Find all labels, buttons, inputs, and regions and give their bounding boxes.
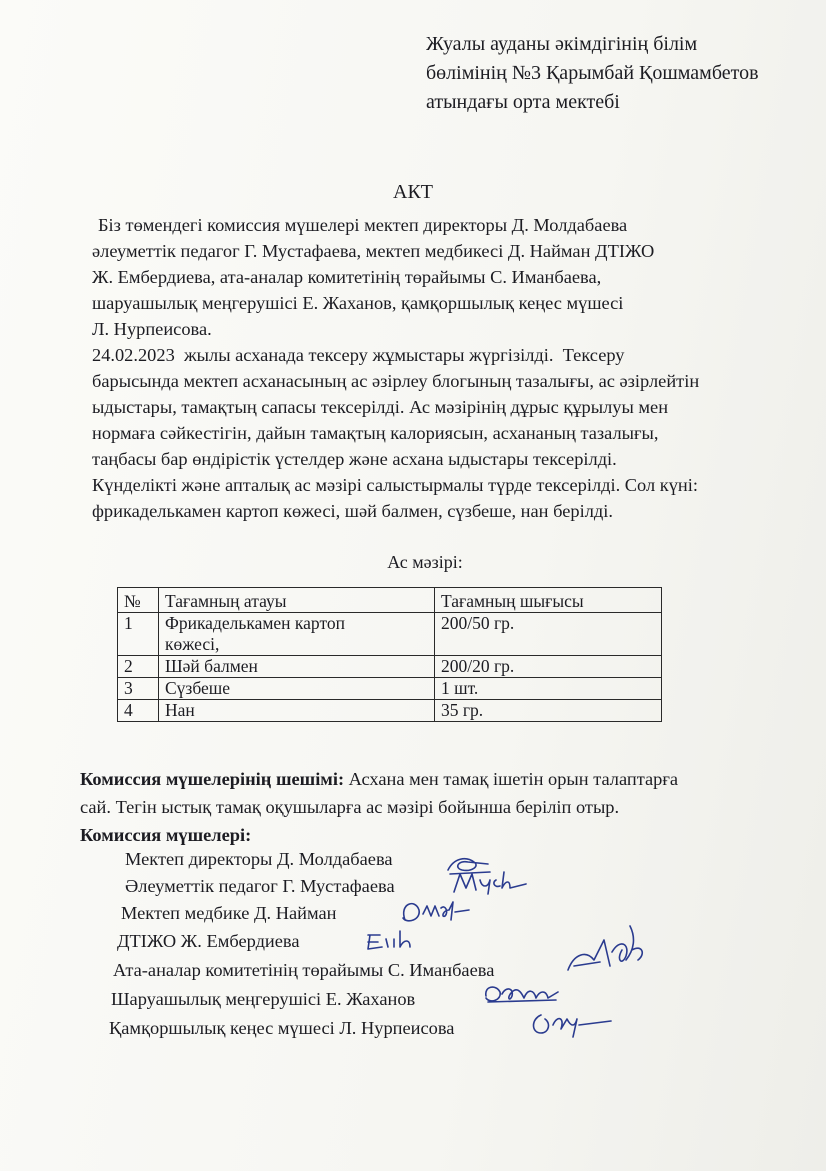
body-line: нормаға сәйкестігін, дайын тамақтың калориясын, асхананың тазалығы, [92, 423, 659, 443]
dish-name-line: көжесі, [165, 634, 220, 654]
member-trustee-council: Қамқоршылық кеңес мүшесі Л. Нурпеисова [109, 1018, 455, 1038]
school-header [426, 30, 816, 117]
body-line: 24.02.2023 жылы асханада тексеру жұмыстары жүргізілді. Тексеру [92, 345, 625, 365]
table-row [118, 678, 662, 700]
body-line: Ж. Ембердиева, ата-аналар комитетінің төрайымы С. Иманбаева, [92, 267, 602, 287]
body-line: барысында мектеп асханасының ас әзірлеу блогының тазалығы, ас әзірлейтін [92, 371, 700, 391]
document-title: АКТ [393, 181, 433, 203]
signature-nurse [395, 894, 475, 928]
body-line: әлеуметтік педагог Г. Мустафаева, мектеп медбикесі Д. Найман ДТІЖО [92, 241, 655, 261]
body-line: Біз төмендегі комиссия мүшелері мектеп директоры Д. Молдабаева [98, 215, 628, 235]
row-number: 4 [118, 700, 159, 722]
table-row [118, 656, 662, 678]
member-social-pedagogue: Әлеуметтік педагог Г. Мустафаева [125, 876, 395, 896]
dish-name: Шәй балмен [159, 656, 435, 678]
body-line: таңбасы бар өндірістік үстелдер және асхана ыдыстары тексерілді. [92, 449, 617, 469]
header-line: бөлімінің №3 Қарымбай Қошмамбетов [426, 62, 759, 84]
member-household-manager: Шаруашылық меңгерушісі Е. Жаханов [111, 989, 416, 1009]
header-line: Жуалы ауданы әкімдігінің білім [426, 33, 698, 55]
dish-name-line: Фрикаделькамен картоп [165, 613, 345, 633]
dish-name [159, 613, 435, 656]
signature-dtizho [360, 925, 420, 955]
table-row [118, 700, 662, 722]
body-line: шаруашылық меңгерушісі Е. Жаханов, қамқоршылық кеңес мүшесі [92, 293, 624, 313]
member-parent-committee-chair: Ата-аналар комитетінің төрайымы С. Иманбаева [113, 960, 495, 980]
decision-label: Комиссия мүшелерінің шешімі: [80, 769, 345, 789]
members-heading: Комиссия мүшелері: [80, 825, 252, 845]
commission-decision [80, 765, 780, 849]
menu-title: Ас мәзірі: [387, 552, 463, 572]
table-row [118, 613, 662, 656]
body-line: ыдыстары, тамақтың сапасы тексерілді. Ас мәзірінің дұрыс құрылуы мен [92, 397, 669, 417]
column-header-amount: Тағамның шығысы [435, 588, 662, 613]
signature-parent-committee-chair [560, 920, 650, 982]
signature-trustee-council [525, 1005, 615, 1041]
row-number: 1 [118, 613, 159, 656]
dish-name: Сүзбеше [159, 678, 435, 700]
dish-amount: 200/20 гр. [435, 656, 662, 678]
act-body [92, 212, 782, 524]
body-line: фрикаделькамен картоп көжесі, шәй балмен, сүзбеше, нан берілді. [92, 501, 613, 521]
dish-amount: 200/50 гр. [435, 613, 662, 656]
decision-text: Асхана мен тамақ ішетін орын талаптарға [344, 769, 679, 789]
member-nurse: Мектеп медбике Д. Найман [121, 903, 337, 923]
dish-amount: 35 гр. [435, 700, 662, 722]
menu-table [117, 587, 662, 722]
table-header-row [118, 588, 662, 613]
body-line: Л. Нурпеисова. [92, 319, 212, 339]
dish-amount: 1 шт. [435, 678, 662, 700]
row-number: 2 [118, 656, 159, 678]
body-line: Күнделікті және апталық ас мәзірі салыстырмалы түрде тексерілді. Сол күні: [92, 475, 698, 495]
header-line: атындағы орта мектебі [426, 91, 620, 113]
member-director: Мектеп директоры Д. Молдабаева [125, 849, 393, 869]
column-header-number: № [118, 588, 159, 613]
dish-name: Нан [159, 700, 435, 722]
member-dtizho: ДТІЖО Ж. Ембердиева [117, 931, 300, 951]
column-header-dish: Тағамның атауы [159, 588, 435, 613]
decision-text: сай. Тегін ыстық тамақ оқушыларға ас мәзірі бойынша беріліп отыр. [80, 797, 620, 817]
row-number: 3 [118, 678, 159, 700]
